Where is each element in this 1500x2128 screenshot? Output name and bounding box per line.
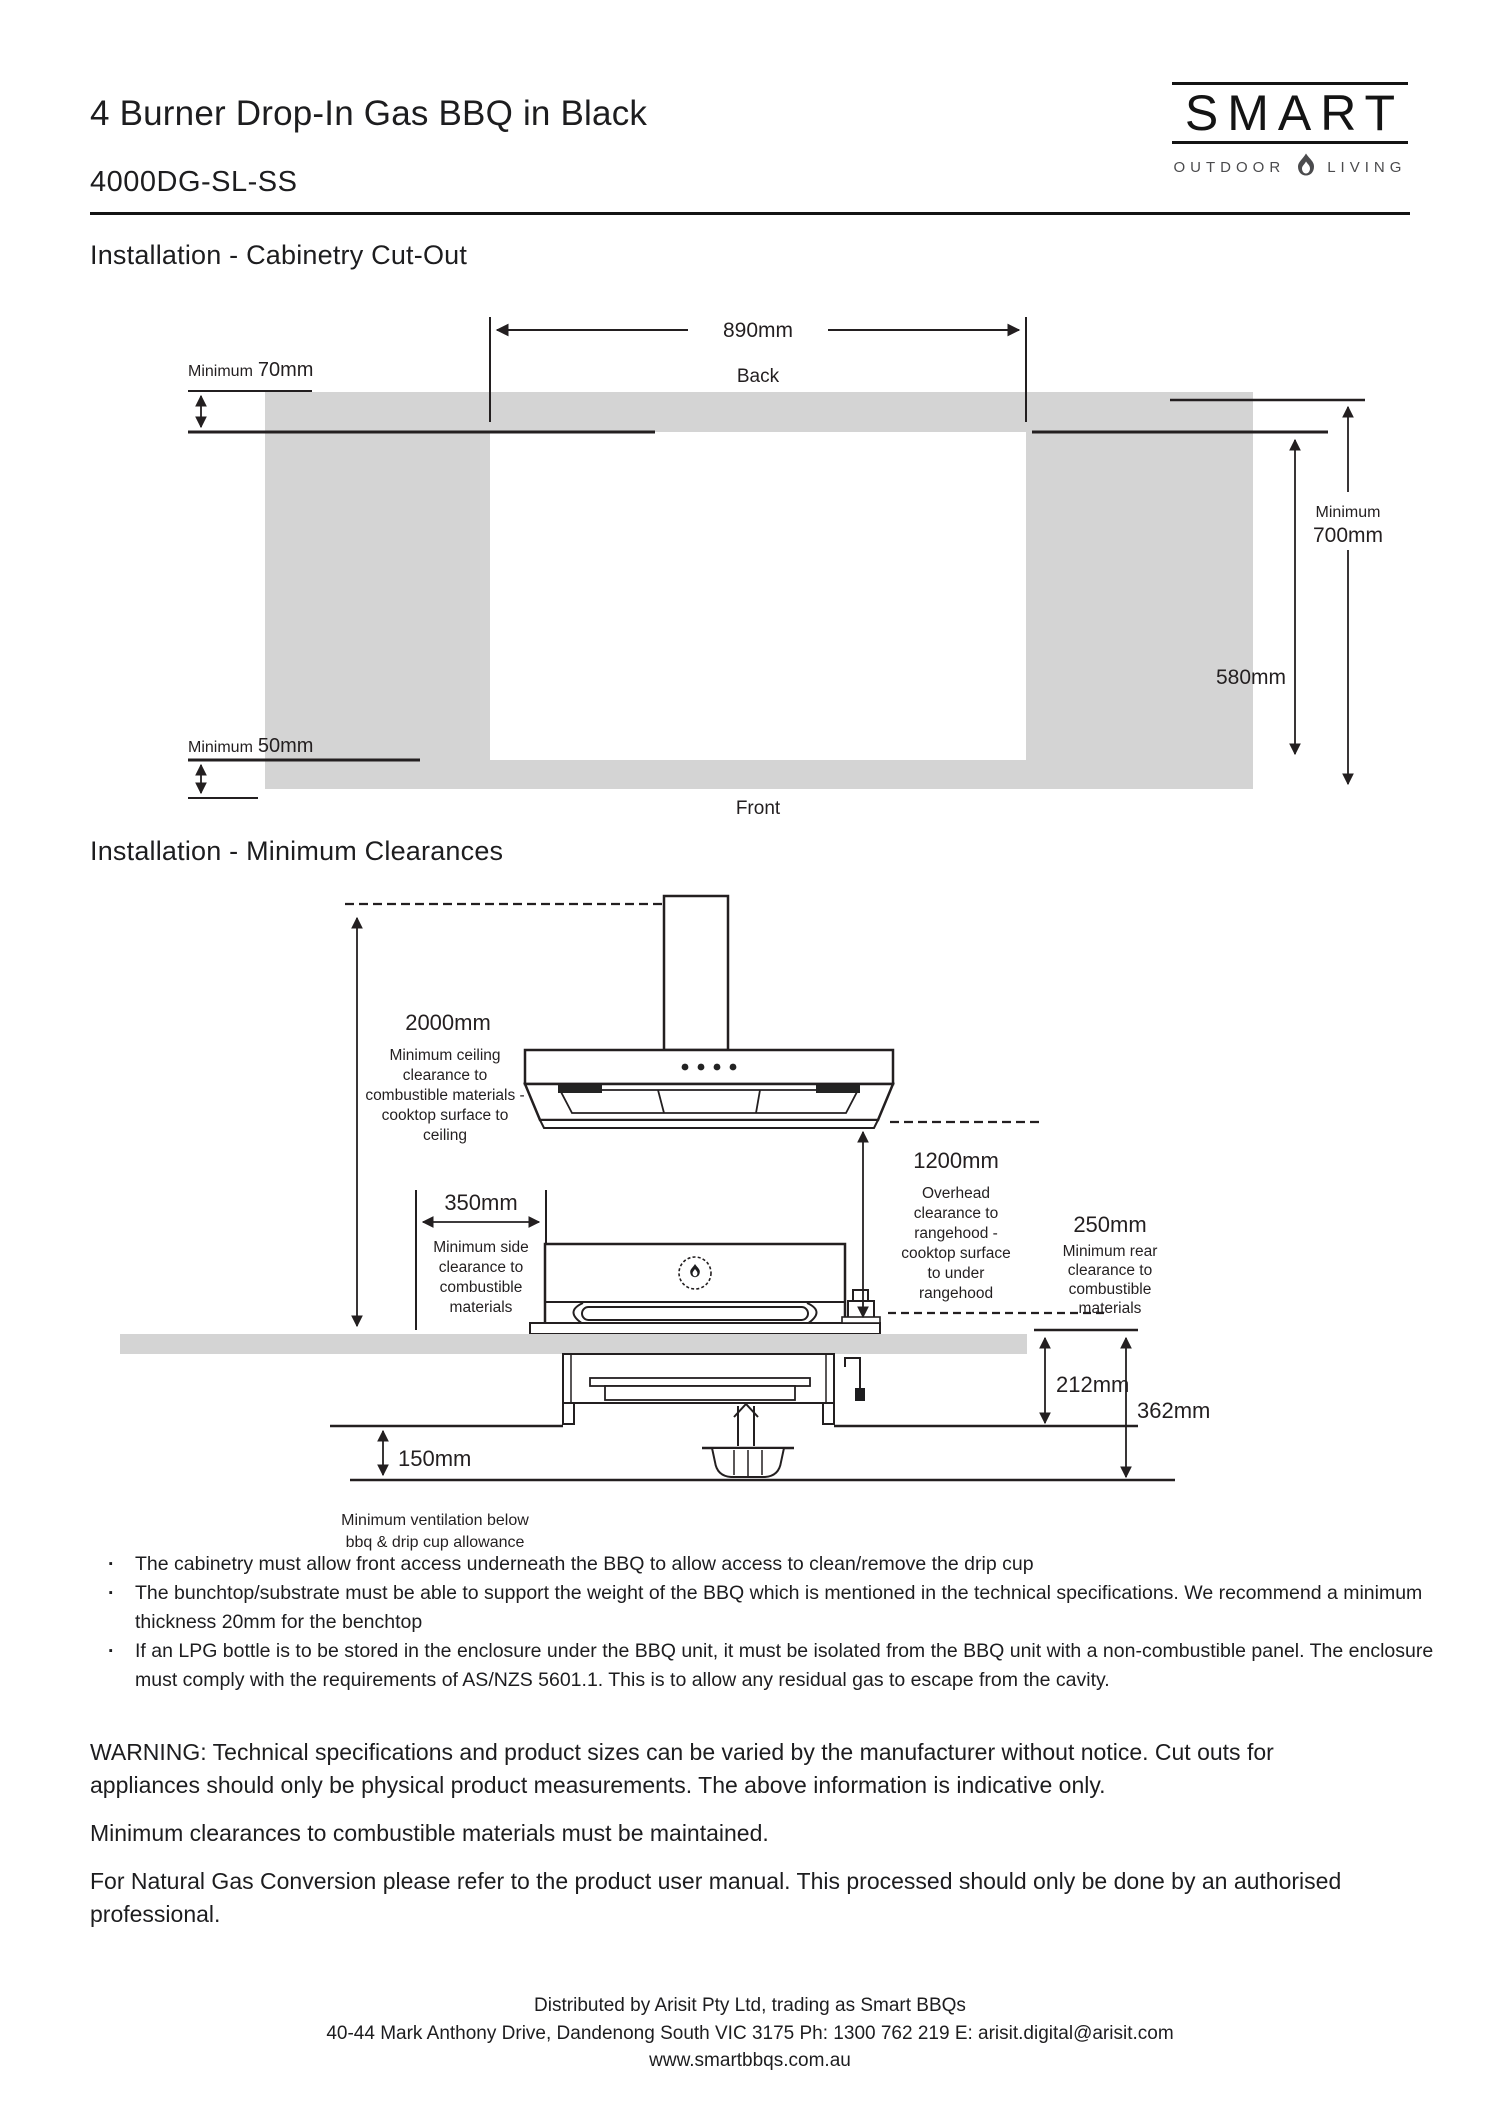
logo-tagline [1172,144,1408,183]
svg-text:materials: materials [1078,1300,1142,1317]
warning-specifications: WARNING: Technical specifications and product sizes can be varied by the manufacturer without notice. Cut outs for appliances should only be physical product measurements. The above information is indicative only. [90,1739,1274,1798]
svg-text:rangehood: rangehood [918,1285,994,1302]
dim-580-label: 580mm [1215,666,1286,689]
logo-tagline-living: LIVING [1327,158,1407,176]
dim-250-desc [1063,1243,1158,1317]
page-title: 4 Burner Drop-In Gas BBQ in Black [90,94,648,133]
svg-text:Minimum ceiling: Minimum ceiling [389,1047,501,1064]
dim-2000-label: 2000mm [405,1010,491,1035]
dim-150-desc [341,1512,529,1551]
svg-text:materials: materials [449,1299,513,1316]
back-label: Back [736,366,780,387]
installation-notes [95,1550,1435,1695]
svg-text:bbq & drip cup allowance: bbq & drip cup allowance [345,1534,525,1551]
note-item-drip-cup-access: · The cabinetry must allow front access underneath the BBQ to allow access to clean/remove the drip cup [95,1550,1435,1579]
warning-section [90,1736,1380,1931]
dim-150-label: 150mm [398,1446,472,1471]
svg-text:rangehood -: rangehood - [914,1225,998,1242]
svg-text:Minimum ventilation below: Minimum ventilation below [341,1512,529,1529]
dim-890-label: 890mm [722,319,794,342]
footer-distributor: Distributed by Arisit Pty Ltd, trading as Smart BBQs [534,1995,966,2016]
gas-hose [845,1358,865,1401]
cabinetry-cutout-diagram [90,292,1410,827]
product-model: 4000DG-SL-SS [90,166,298,198]
note-item-benchtop-weight: · The bunchtop/substrate must be able to support the weight of the BBQ which is mentioned in the technical specifications. We recommend a minimum thickness 20mm for the benchtop [95,1579,1435,1637]
svg-text:clearance to: clearance to [913,1205,999,1222]
dim-50-label: Minimum 50mm [188,735,314,757]
front-label: Front [735,798,781,819]
svg-text:to under: to under [927,1265,985,1282]
dim-212-label: 212mm [1056,1372,1130,1397]
gas-regulator [842,1290,880,1323]
header-divider [90,212,1410,215]
svg-text:cooktop surface to: cooktop surface to [381,1107,509,1124]
rangehood-drawing [525,896,893,1128]
brand-logo [1172,82,1408,183]
drip-cup [702,1404,794,1477]
svg-text:cooktop surface: cooktop surface [901,1245,1011,1262]
section-heading-min-clearances: Installation - Minimum Clearances [90,836,504,866]
benchtop-shape [265,392,1253,789]
dim-70-label: Minimum 70mm [188,359,314,381]
section-heading-cabinetry-cutout: Installation - Cabinetry Cut-Out [90,240,468,270]
svg-text:clearance to: clearance to [1067,1262,1153,1279]
dim-700-label-min: Minimum [1315,504,1381,521]
note-item-lpg-enclosure: · If an LPG bottle is to be stored in the enclosure under the BBQ unit, it must be isolated from the BBQ unit with a non-combustible panel. The enclosure must comply with the requirements of AS/NZS 5601.1. This is to allow any residual gas to escape from the cavity. [95,1637,1435,1695]
flame-icon [1294,151,1318,183]
dim-1200-desc [901,1185,1010,1302]
svg-text:clearance to: clearance to [402,1067,488,1084]
dim-350-desc [433,1239,529,1316]
dim-250-label: 250mm [1073,1212,1147,1237]
bbq-drawing [530,1244,880,1334]
dim-700-label-value: 700mm [1312,524,1384,547]
svg-text:Minimum rear: Minimum rear [1062,1243,1158,1260]
warning-gas-conversion: For Natural Gas Conversion please refer to the product user manual. This processed should only be done by an authorised professional. [90,1868,1342,1927]
benchtop-strip [120,1334,1027,1354]
logo-tagline-outdoor: OUTDOOR [1173,158,1286,176]
under-bench-enclosure [563,1354,834,1424]
dim-362-label: 362mm [1137,1398,1211,1423]
footer-website: www.smartbbqs.com.au [649,2050,851,2071]
logo-brand-text: SMART [1184,85,1404,141]
dim-350-label: 350mm [444,1190,518,1215]
warning-clearances: Minimum clearances to combustible materials must be maintained. [90,1820,769,1846]
dim-1200-label: 1200mm [913,1148,999,1173]
footer-address: 40-44 Mark Anthony Drive, Dandenong South VIC 3175 Ph: 1300 762 219 E: arisit.digital@arisit.com [326,2022,1174,2044]
svg-text:combustible: combustible [439,1279,523,1296]
svg-text:Minimum side: Minimum side [433,1239,529,1256]
svg-text:combustible materials -: combustible materials - [365,1087,525,1104]
svg-text:combustible: combustible [1068,1281,1152,1298]
svg-text:clearance to: clearance to [438,1259,524,1276]
distributor-footer [0,1992,1500,2075]
svg-text:Overhead: Overhead [921,1185,991,1202]
svg-text:ceiling: ceiling [423,1127,467,1144]
dim-2000-desc [365,1047,524,1144]
minimum-clearances-diagram [90,880,1410,1570]
